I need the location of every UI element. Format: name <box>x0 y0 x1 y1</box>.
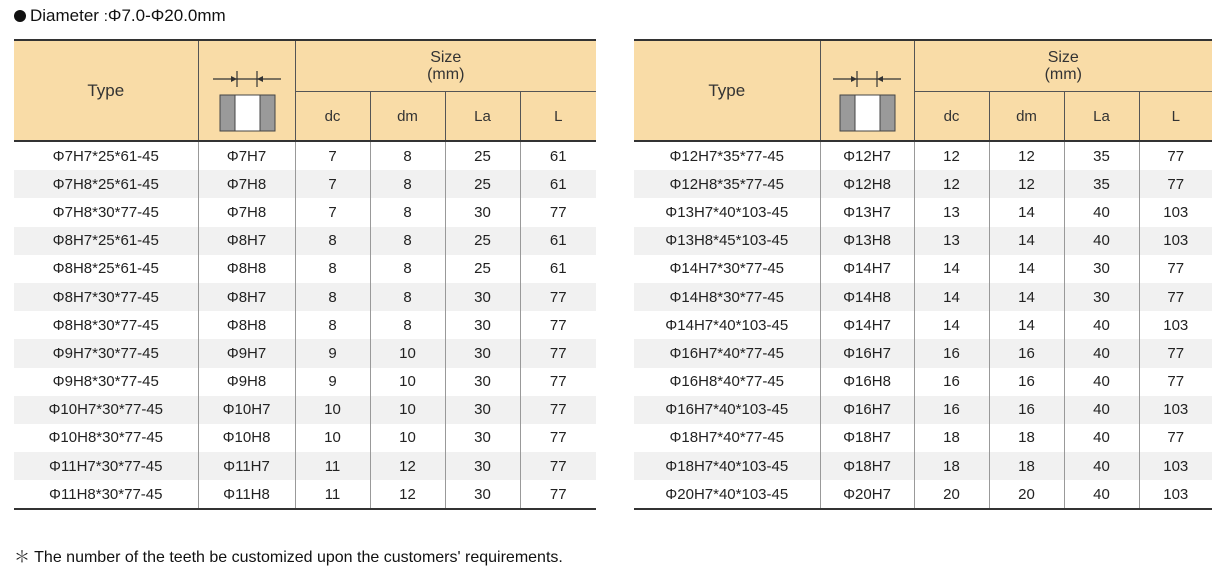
cell-dm: 12 <box>989 141 1064 170</box>
cell-dc: 12 <box>914 170 989 198</box>
cell-l: 77 <box>1139 170 1212 198</box>
cell-model: Φ13H7 <box>820 198 914 226</box>
header-dc: dc <box>914 92 989 142</box>
cell-l: 77 <box>520 424 596 452</box>
cell-l: 77 <box>520 283 596 311</box>
table-row <box>634 227 1212 255</box>
cell-l: 77 <box>1139 255 1212 283</box>
cell-type: Φ13H8*45*103-45 <box>634 227 820 255</box>
cell-model: Φ11H8 <box>198 480 295 509</box>
table-row <box>634 198 1212 226</box>
cell-model: Φ14H7 <box>820 255 914 283</box>
footnote: ＊ The number of the teeth be customized upon the customers' requirements. <box>14 549 563 566</box>
cell-l: 61 <box>520 255 596 283</box>
cell-l: 103 <box>1139 198 1212 226</box>
table-row <box>634 480 1212 509</box>
cell-dc: 20 <box>914 480 989 509</box>
table-row <box>634 255 1212 283</box>
cell-la: 30 <box>1064 283 1139 311</box>
cell-model: Φ16H8 <box>820 368 914 396</box>
header-diagram <box>820 40 914 141</box>
cell-l: 77 <box>1139 283 1212 311</box>
cell-dc: 8 <box>295 311 370 339</box>
cell-model: Φ10H7 <box>198 396 295 424</box>
cell-model: Φ14H7 <box>820 311 914 339</box>
cell-dm: 10 <box>370 396 445 424</box>
cell-la: 40 <box>1064 424 1139 452</box>
cell-l: 77 <box>520 368 596 396</box>
table-row <box>14 452 596 480</box>
header-l: L <box>520 92 596 142</box>
cell-type: Φ8H8*25*61-45 <box>52 260 159 278</box>
cell-l: 77 <box>1139 141 1212 170</box>
cell-model: Φ16H7 <box>820 339 914 367</box>
cell-model: Φ12H7 <box>820 141 914 170</box>
cell-type: Φ14H8*30*77-45 <box>634 283 820 311</box>
cell-dm: 14 <box>989 311 1064 339</box>
cell-l: 77 <box>1139 424 1212 452</box>
header-size-unit: (mm) <box>427 66 465 83</box>
cell-dm: 10 <box>370 368 445 396</box>
header-size-unit: (mm) <box>1044 66 1082 83</box>
cell-la: 40 <box>1064 339 1139 367</box>
cell-type: Φ10H8*30*77-45 <box>48 429 164 447</box>
cell-type: Φ20H7*40*103-45 <box>634 480 820 509</box>
cell-la: 30 <box>445 311 520 339</box>
cell-la: 25 <box>445 141 520 170</box>
cell-la: 30 <box>445 424 520 452</box>
cell-dm: 10 <box>370 339 445 367</box>
cell-type: Φ11H8*30*77-45 <box>14 480 198 509</box>
table-row <box>634 283 1212 311</box>
header-diagram <box>198 40 295 141</box>
table-row <box>14 170 596 198</box>
cell-la: 30 <box>1064 255 1139 283</box>
cell-dc: 11 <box>295 480 370 509</box>
cell-l: 77 <box>520 339 596 367</box>
cell-dm: 12 <box>370 452 445 480</box>
cell-dm: 8 <box>370 283 445 311</box>
cell-dm: 16 <box>989 396 1064 424</box>
cell-la: 30 <box>445 480 520 509</box>
header-size <box>295 40 596 92</box>
table-row <box>634 141 1212 170</box>
cell-l: 103 <box>1139 311 1212 339</box>
table-row <box>634 452 1212 480</box>
table-row <box>634 424 1212 452</box>
cell-l: 103 <box>1139 480 1212 509</box>
table-row <box>14 255 596 283</box>
title-label: Diameter <box>30 6 99 25</box>
table-row <box>14 424 596 452</box>
table-row <box>634 396 1212 424</box>
header-dm: dm <box>370 92 445 142</box>
header-la: La <box>445 92 520 142</box>
cell-dm: 8 <box>370 170 445 198</box>
cell-dm: 16 <box>989 368 1064 396</box>
cell-dm: 12 <box>370 480 445 509</box>
cell-type: Φ7H8*30*77-45 <box>52 203 159 221</box>
cell-dc: 9 <box>295 339 370 367</box>
cell-dm: 18 <box>989 424 1064 452</box>
cell-type: Φ16H7*40*77-45 <box>634 339 820 367</box>
cell-type: Φ10H7*30*77-45 <box>14 396 198 424</box>
cell-model: Φ11H7 <box>198 452 295 480</box>
cell-dc: 7 <box>295 141 370 170</box>
cell-model: Φ20H7 <box>820 480 914 509</box>
table-row <box>14 227 596 255</box>
header-l: L <box>1139 92 1212 142</box>
cell-la: 30 <box>445 283 520 311</box>
cell-model: Φ7H7 <box>198 141 295 170</box>
cell-dc: 13 <box>914 227 989 255</box>
cell-la: 40 <box>1064 480 1139 509</box>
cell-dc: 14 <box>914 311 989 339</box>
cell-type: Φ7H8*25*61-45 <box>14 170 198 198</box>
header-size-label: Size <box>1047 49 1079 66</box>
cell-dc: 11 <box>295 452 370 480</box>
cell-l: 77 <box>520 452 596 480</box>
cell-l: 103 <box>1139 452 1212 480</box>
table-row <box>634 339 1212 367</box>
cell-dm: 14 <box>989 227 1064 255</box>
cell-l: 77 <box>1139 339 1212 367</box>
cell-model: Φ8H7 <box>198 227 295 255</box>
cell-dm: 8 <box>370 227 445 255</box>
bullet-icon <box>14 10 26 22</box>
cell-la: 40 <box>1064 227 1139 255</box>
cell-dc: 18 <box>914 452 989 480</box>
table-row <box>14 339 596 367</box>
cell-type: Φ14H7*30*77-45 <box>669 260 785 278</box>
cell-l: 77 <box>520 311 596 339</box>
cell-type: Φ8H7*30*77-45 <box>14 283 198 311</box>
cell-dc: 7 <box>295 170 370 198</box>
section-title <box>14 6 226 26</box>
cell-la: 30 <box>445 368 520 396</box>
cell-dc: 10 <box>295 424 370 452</box>
cell-type: Φ12H8*35*77-45 <box>634 170 820 198</box>
header-dm: dm <box>989 92 1064 142</box>
cell-type: Φ9H7*30*77-45 <box>14 339 198 367</box>
cell-model: Φ7H8 <box>198 170 295 198</box>
cell-dc: 7 <box>295 198 370 226</box>
cell-model: Φ7H8 <box>198 198 295 226</box>
cell-dm: 18 <box>989 452 1064 480</box>
cell-type: Φ12H7*35*77-45 <box>669 147 785 165</box>
cell-type: Φ11H7*30*77-45 <box>14 452 198 480</box>
title-range: Φ7.0-Φ20.0mm <box>107 6 226 25</box>
cell-l: 103 <box>1139 227 1212 255</box>
cell-la: 30 <box>445 198 520 226</box>
cell-dm: 8 <box>370 311 445 339</box>
cell-la: 25 <box>445 227 520 255</box>
cell-dc: 8 <box>295 283 370 311</box>
table-row <box>14 368 596 396</box>
spec-table-right <box>634 39 1212 510</box>
cell-dc: 16 <box>914 339 989 367</box>
table-row <box>14 198 596 226</box>
cell-type: Φ18H7*40*77-45 <box>669 429 785 447</box>
cell-model: Φ13H8 <box>820 227 914 255</box>
table-row <box>14 311 596 339</box>
cell-model: Φ8H7 <box>198 283 295 311</box>
cell-la: 35 <box>1064 141 1139 170</box>
cell-type: Φ13H7*40*103-45 <box>665 203 789 221</box>
cell-la: 25 <box>445 255 520 283</box>
cell-dm: 14 <box>989 198 1064 226</box>
cell-model: Φ9H8 <box>198 368 295 396</box>
table-row <box>14 480 596 509</box>
cell-model: Φ18H7 <box>820 424 914 452</box>
cell-dc: 16 <box>914 368 989 396</box>
spec-table-left <box>14 39 596 510</box>
bore-diagram-icon <box>827 43 907 135</box>
cell-l: 103 <box>1139 396 1212 424</box>
cell-dc: 10 <box>295 396 370 424</box>
table-row <box>14 283 596 311</box>
header-size <box>914 40 1212 92</box>
cell-model: Φ10H8 <box>198 424 295 452</box>
cell-l: 77 <box>520 198 596 226</box>
cell-la: 30 <box>445 339 520 367</box>
left-table-body <box>14 141 596 509</box>
cell-type: Φ8H8*30*77-45 <box>52 316 159 334</box>
cell-la: 35 <box>1064 170 1139 198</box>
cell-model: Φ14H8 <box>820 283 914 311</box>
bore-diagram-icon <box>207 43 287 135</box>
cell-dm: 8 <box>370 198 445 226</box>
table-row <box>634 170 1212 198</box>
cell-l: 61 <box>520 141 596 170</box>
cell-dm: 14 <box>989 255 1064 283</box>
table-row <box>634 311 1212 339</box>
cell-dc: 8 <box>295 227 370 255</box>
cell-dc: 12 <box>914 141 989 170</box>
table-row <box>14 396 596 424</box>
cell-type: Φ7H7*25*61-45 <box>52 147 159 165</box>
cell-la: 40 <box>1064 396 1139 424</box>
cell-dc: 14 <box>914 255 989 283</box>
cell-type: Φ16H8*40*77-45 <box>669 373 785 391</box>
cell-model: Φ8H8 <box>198 311 295 339</box>
cell-type: Φ18H7*40*103-45 <box>634 452 820 480</box>
cell-dm: 14 <box>989 283 1064 311</box>
cell-type: Φ14H7*40*103-45 <box>665 316 789 334</box>
header-type: Type <box>634 40 820 141</box>
cell-l: 77 <box>520 396 596 424</box>
cell-la: 30 <box>445 452 520 480</box>
cell-dc: 14 <box>914 283 989 311</box>
title-separator: : <box>103 8 108 25</box>
cell-dm: 8 <box>370 255 445 283</box>
header-type: Type <box>14 40 198 141</box>
cell-dc: 16 <box>914 396 989 424</box>
cell-dc: 13 <box>914 198 989 226</box>
cell-dm: 20 <box>989 480 1064 509</box>
cell-l: 61 <box>520 227 596 255</box>
cell-model: Φ16H7 <box>820 396 914 424</box>
cell-model: Φ9H7 <box>198 339 295 367</box>
table-row <box>14 141 596 170</box>
cell-la: 40 <box>1064 452 1139 480</box>
header-size-label: Size <box>430 49 462 66</box>
header-la: La <box>1064 92 1139 142</box>
cell-l: 77 <box>520 480 596 509</box>
right-table-body <box>634 141 1212 509</box>
cell-la: 40 <box>1064 311 1139 339</box>
cell-type: Φ8H7*25*61-45 <box>14 227 198 255</box>
cell-model: Φ18H7 <box>820 452 914 480</box>
cell-type: Φ16H7*40*103-45 <box>634 396 820 424</box>
cell-dm: 12 <box>989 170 1064 198</box>
cell-dc: 8 <box>295 255 370 283</box>
cell-la: 30 <box>445 396 520 424</box>
cell-type: Φ9H8*30*77-45 <box>52 373 159 391</box>
header-dc: dc <box>295 92 370 142</box>
cell-model: Φ8H8 <box>198 255 295 283</box>
cell-model: Φ12H8 <box>820 170 914 198</box>
cell-dm: 8 <box>370 141 445 170</box>
cell-la: 40 <box>1064 198 1139 226</box>
cell-dm: 16 <box>989 339 1064 367</box>
cell-l: 61 <box>520 170 596 198</box>
cell-dc: 9 <box>295 368 370 396</box>
cell-dc: 18 <box>914 424 989 452</box>
cell-dm: 10 <box>370 424 445 452</box>
cell-l: 77 <box>1139 368 1212 396</box>
cell-la: 25 <box>445 170 520 198</box>
table-row <box>634 368 1212 396</box>
cell-la: 40 <box>1064 368 1139 396</box>
